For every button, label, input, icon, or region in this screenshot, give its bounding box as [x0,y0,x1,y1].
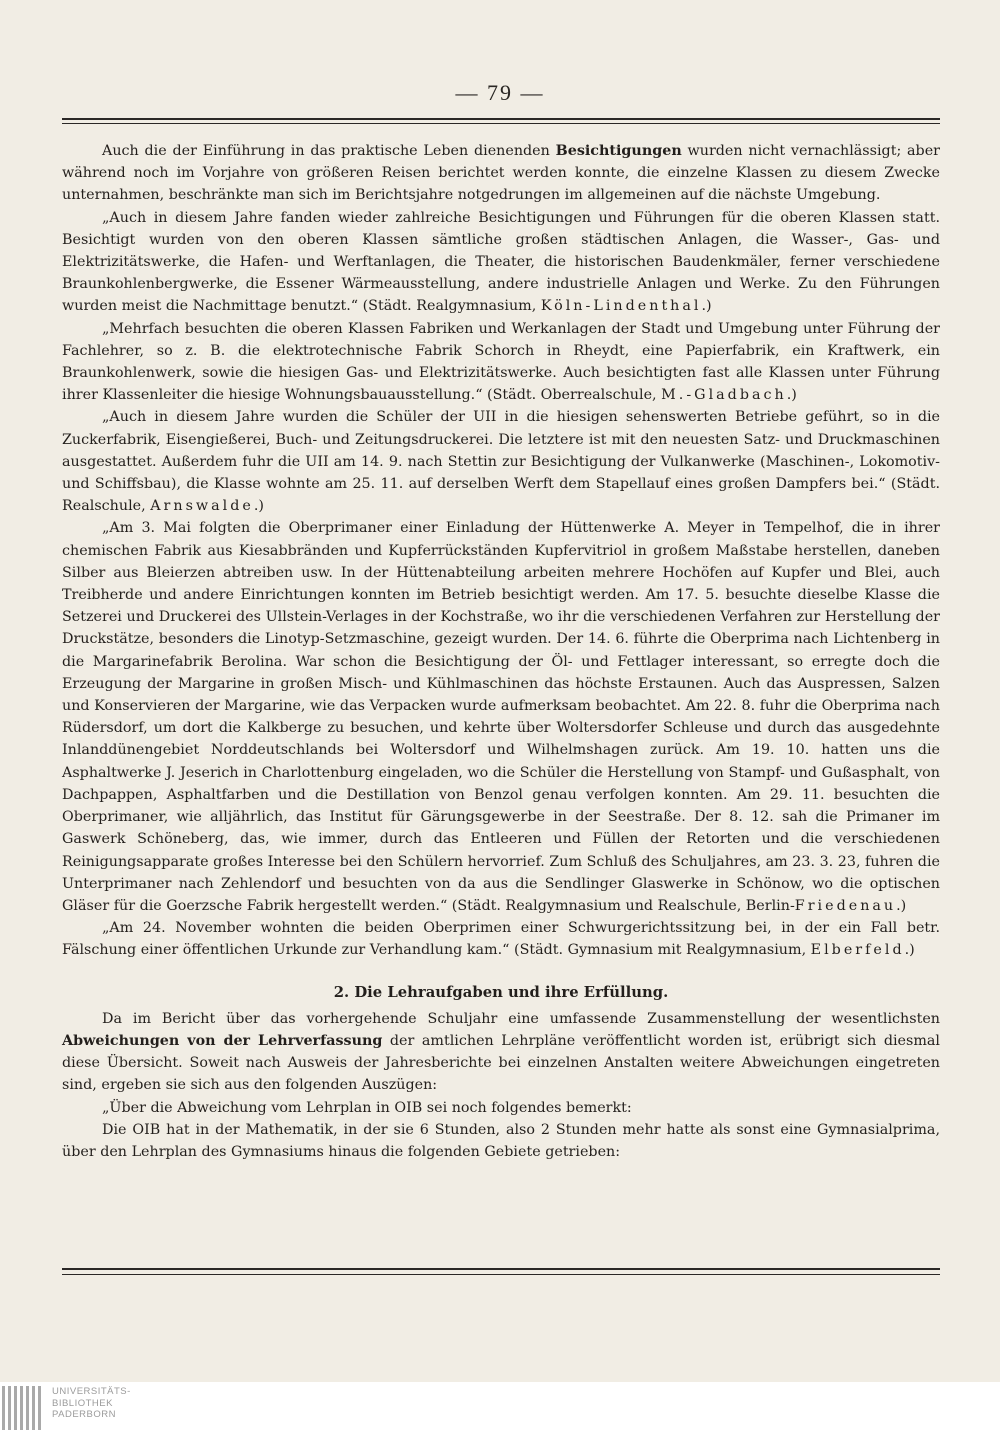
text-run: Da im Bericht über das vorhergehende Schuljahr eine umfassende Zusammenstellung der wesentlichsten [102,1010,940,1027]
spaced-place-name: M.-Gladbach [661,387,787,404]
library-name-line: PADERBORN [52,1409,116,1420]
text-run: .) [701,298,712,315]
paragraph [62,1008,940,1097]
spaced-place-name: Arnswalde [150,498,254,515]
bold-term: Besichtigungen [555,143,682,159]
paragraph [62,140,940,207]
text-run: .) [904,942,915,959]
text-run: „Auch in diesem Jahre fanden wieder zahlreiche Besichtigungen und Führungen für die oberen Klassen statt. Besichtigt wurden von den oberen Klassen sämtliche großen städtischen Anlagen, die Wasser-, Gas- und Elektrizitätswerke, die Hafen- und Werftanlagen, die Theater, die historischen Baudenkmäler, ferner verschiedene Braunkohlenbergwerke, die Essener Wärmeausstellung, andere industrielle Anlagen und Werke. Zu den Führungen wurden meist die Nachmittage benutzt.“ (Städt. Realgymnasium, [62,209,940,315]
spaced-place-name: Friedenau [794,897,897,914]
section-paragraph-list [62,1008,940,1163]
text-run: „Über die Abweichung vom Lehrplan in OIB sei noch folgendes bemerkt: [102,1099,632,1116]
paragraph [62,1119,940,1163]
paragraph [62,406,940,517]
footer-rule-thick [62,1268,940,1270]
library-footer [0,1382,1000,1437]
text-run: Auch die der Einführung in das praktische Leben dienenden [102,143,556,159]
text-run: .) [253,498,264,515]
paragraph [62,207,940,318]
bold-term: Abweichungen von der Lehrverfassung [62,1032,383,1049]
paragraph [62,318,940,407]
text-run: der amtlichen Lehrpläne veröffentlicht worden ist, erübrigt sich diesmal diese Übersicht. Soweit nach Ausweis der Jahresberichte bei einzelnen Anstalten weitere Abweichungen eingetreten sind, ergeben sie sich aus den folgenden Auszügen: [62,1032,940,1094]
footer-rule-thin [62,1274,940,1275]
library-name-line: UNIVERSITÄTS- [52,1386,131,1397]
library-name-line: BIBLIOTHEK [52,1397,113,1409]
text-run: „Am 24. November wohnten die beiden Oberprimen einer Schwurgerichtssitzung bei, in der ein Fall betr. Fälschung einer öffentlichen Urkunde zur Verhandlung kam.“ (Städt. Gymnasium mit Realgymnasium, [62,920,940,959]
text-run: „Auch in diesem Jahre wurden die Schüler der UII in die hiesigen sehenswerten Betriebe geführt, so in die Zuckerfabrik, Eisengießerei, Buch- und Zeitungsdruckerei. Die letztere ist mit den neuesten Satz- und Druckmaschinen ausgestattet. Außerdem fuhr die UII am 14. 9. nach Stettin zur Besichtigung der Vulkanwerke (Maschinen-, Lokomotiv- und Schiffsbau), die Klasse wohnte am 25. 11. auf derselben Werft dem Stapellauf eines großen Dampfers bei.“ (Städt. Realschule, [62,409,940,515]
text-run: Die OIB hat in der Mathematik, in der sie 6 Stunden, also 2 Stunden mehr hatte als sonst eine Gymnasialprima, über den Lehrplan des Gymnasiums hinaus die folgenden Gebiete getrieben: [62,1121,940,1160]
text-run: wurden nicht vernachlässigt; aber während noch im Vorjahre von größeren Reisen berichtet werden konnte, die einzelne Klassen zu diesem Zwecke unternahmen, beschränkte man sich im Berichtsjahre notgedrungen im allgemeinen auf die nächste Umgebung. [62,143,941,204]
text-run: „Mehrfach besuchten die oberen Klassen Fabriken und Werkanlagen der Stadt und Umgebung unter Führung der Fachlehrer, so z. B. die elektrotechnische Fabrik Schorch in Rheydt, eine Papierfabrik, ein Kraftwerk, ein Braunkohlenwerk, sowie die hiesigen Gas- und Elektrizitätswerke. Auch besichtigten fast alle Klassen unter Führung ihrer Klassenleiter die hiesige Wohnungsbauausstellung.“ (Städt. Oberrealschule, [62,320,940,404]
header-rule-thick [62,118,940,120]
library-logo-icon [2,1386,46,1430]
paragraph-list [62,140,940,962]
spaced-place-name: Köln-Lindenthal [540,298,702,315]
paragraph [62,917,940,961]
library-name [52,1386,131,1421]
paragraph [62,517,940,917]
page-number: — 79 — [455,80,545,105]
text-run: .) [896,897,907,914]
spaced-place-name: Elberfeld [810,942,905,959]
header-rule-thin [62,123,940,124]
paragraph [62,1097,940,1119]
text-run: .) [786,387,797,404]
body-text [62,140,940,1163]
text-run: „Am 3. Mai folgten die Oberprimaner einer Einladung der Hüttenwerke A. Meyer in Tempelhof, die in ihrer chemischen Fabrik aus Kiesabbränden und Kupferrückständen Kupfervitriol in großem Maßstabe herstellen, daneben Silber aus Bleierzen abtreiben usw. In der Hüttenabteilung arbeiten mehrere Hochöfen auf Kupfer und Blei, auch Treibherde und andere Einrichtungen konnten im Betrieb besichtigt werden. Am 17. 5. besuchte dieselbe Klasse die Setzerei und Druckerei des Ullstein-Verlages in der Kochstraße, wo ihr die verschiedenen Verfahren zur Herstellung der Druckstätze, besonders die Linotyp-Setzmaschine, gezeigt wurden. Der 14. 6. führte die Oberprima nach Lichtenberg in die Margarinefabrik Berolina. War schon die Besichtigung der Öl- und Fettlager interessant, so erregte doch die Erzeugung der Margarine in großen Misch- und Kühlmaschinen das höchste Erstaunen. Auch das Auspressen, Salzen und Konservieren der Margarine, wie das Verpacken wurde aufmerksam beobachtet. Am 22. 8. fuhr die Oberprima nach Rüdersdorf, um dort die Kalkberge zu besuchen, und kehrte über Woltersdorfer Schleuse und durch das ausgedehnte Inlanddünengebiet Norddeutschlands bei Woltersdorf und Wilhelmshagen zurück. Am 19. 10. hatten uns die Asphaltwerke J. Jeserich in Charlottenburg eingeladen, wo die Schüler die Herstellung von Stampf- und Gußasphalt, von Dachpappen, Asphaltfarben und die Destillation von Benzol genau verfolgen konnten. Am 29. 11. besuchten die Oberprimaner, wie alljährlich, das Institut für Gärungsgewerbe in der Seestraße. Der 8. 12. sah die Primaner im Gaswerk Schöneberg, das, wie immer, durch das Entleeren und Füllen der Retorten und die verschiedenen Reinigungsapparate großes Interesse bei den Schülern hervorrief. Zum Schluß des Schuljahres, am 23. 3. 23, fuhren die Unterprimaner nach Zehlendorf und besuchten von da aus die Sendlinger Glaswerke in Schönow, wo die optischen Gläser für die Goerzsche Fabrik hergestellt werden.“ (Städt. Realgymnasium und Realschule, Berlin- [62,520,940,914]
section-heading: 2. Die Lehraufgaben und ihre Erfüllung. [333,983,669,1001]
